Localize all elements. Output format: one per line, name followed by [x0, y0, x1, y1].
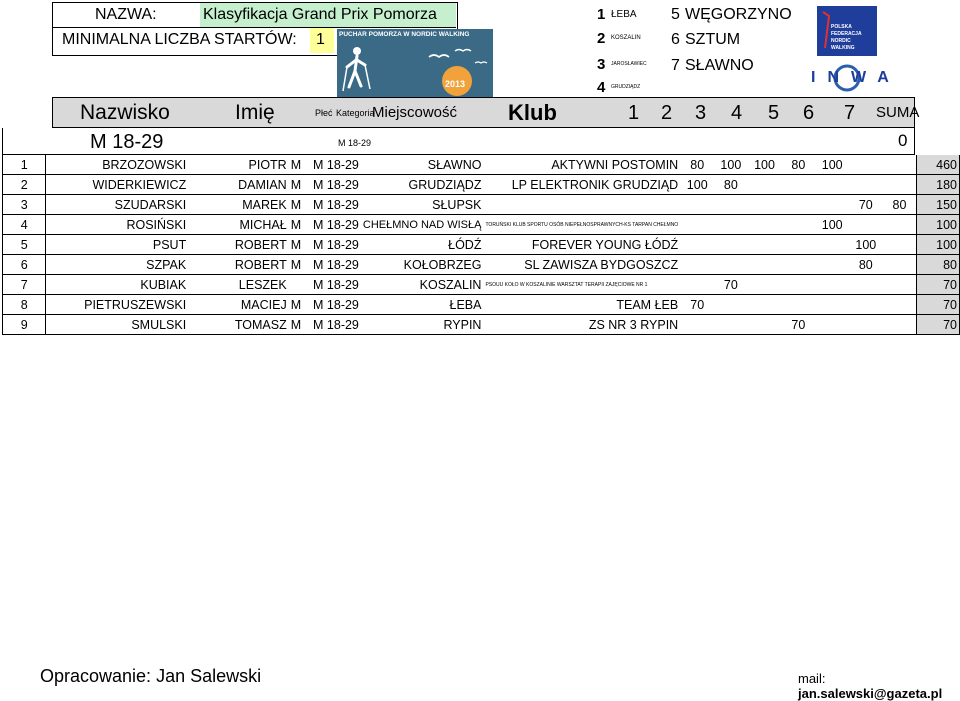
round-3-points-cell: 100 [747, 155, 781, 175]
venue-name: WĘGORZYNO [685, 6, 792, 23]
group-category: M 18-29 [338, 138, 372, 148]
round-1-points-cell [680, 235, 714, 255]
round-7-points-cell [882, 255, 917, 275]
sex-cell: M [289, 295, 311, 315]
round-3-points-cell [747, 235, 781, 255]
round-2-points-cell [714, 255, 747, 275]
round-4-points-cell [782, 175, 816, 195]
city-cell: GRUDZIĄDZ [361, 175, 484, 195]
venue-number: 5 [671, 6, 680, 23]
results-table [2, 155, 960, 335]
club-cell: FOREVER YOUNG ŁÓDŹ [483, 235, 680, 255]
results-body [3, 155, 960, 335]
col-surname: Nazwisko [80, 101, 170, 124]
column-header-row [52, 97, 915, 128]
position-cell: 8 [3, 295, 46, 315]
venue-number: 7 [671, 57, 680, 74]
sex-cell: M [289, 315, 311, 335]
club-cell: LP ELEKTRONIK GRUDZIĄD [483, 175, 680, 195]
header-divider [52, 27, 456, 28]
prepared-label: Opracowanie: [40, 666, 152, 686]
col-sum: SUMA [876, 104, 920, 121]
col-round-6: 6 [803, 102, 815, 124]
club-cell: ZS NR 3 RYPIN [483, 315, 680, 335]
federation-logo-text: POLSKA FEDERACJA NORDIC WALKING [831, 24, 862, 51]
sex-cell: M [289, 215, 311, 235]
first-name-cell: MAREK [188, 195, 289, 215]
round-6-points-cell: 70 [849, 195, 882, 215]
round-1-points-cell [680, 275, 714, 295]
venue-name: JAROSŁAWIEC [611, 61, 647, 67]
club-cell: TORUŃSKI KLUB SPORTU OSÓB NIEPEŁNOSPRAWNYCH-KS TARPAN CHEŁMNO [483, 215, 680, 235]
round-3-points-cell [747, 255, 781, 275]
position-cell: 6 [3, 255, 46, 275]
table-row [3, 235, 960, 255]
first-name-cell: MACIEJ [188, 295, 289, 315]
round-5-points-cell [815, 255, 849, 275]
total-points-cell: 70 [917, 315, 960, 335]
cup-logo-year: 2013 [445, 79, 466, 89]
total-points-cell: 460 [917, 155, 960, 175]
round-5-points-cell [815, 295, 849, 315]
total-points-cell: 70 [917, 295, 960, 315]
round-1-points-cell [680, 195, 714, 215]
round-5-points-cell: 100 [815, 215, 849, 235]
category-cell: M 18-29 [311, 235, 361, 255]
prepared-by [40, 666, 261, 687]
round-2-points-cell: 80 [714, 175, 747, 195]
round-4-points-cell [782, 215, 816, 235]
round-6-points-cell: 100 [849, 235, 882, 255]
round-3-points-cell [747, 315, 781, 335]
venue-name: SZTUM [685, 31, 741, 48]
surname-cell: KUBIAK [46, 275, 188, 295]
sex-cell: M [289, 195, 311, 215]
total-points-cell: 150 [917, 195, 960, 215]
table-row [3, 175, 960, 195]
round-6-points-cell [849, 155, 882, 175]
city-cell: KOSZALIN [361, 275, 484, 295]
category-cell: M 18-29 [311, 275, 361, 295]
sex-cell [289, 275, 311, 295]
table-row [3, 155, 960, 175]
club-cell [483, 195, 680, 215]
round-5-points-cell [815, 175, 849, 195]
table-row [3, 255, 960, 275]
first-name-cell: LESZEK [188, 275, 289, 295]
first-name-cell: PIOTR [188, 155, 289, 175]
round-2-points-cell [714, 195, 747, 215]
total-points-cell: 80 [917, 255, 960, 275]
surname-cell: PIETRUSZEWSKI [46, 295, 188, 315]
round-5-points-cell [815, 235, 849, 255]
position-cell: 1 [3, 155, 46, 175]
position-cell: 3 [3, 195, 46, 215]
round-4-points-cell [782, 235, 816, 255]
category-cell: M 18-29 [311, 295, 361, 315]
contact-mail [798, 671, 960, 701]
group-title: M 18-29 [90, 131, 164, 153]
round-5-points-cell [815, 275, 849, 295]
surname-cell: SZPAK [46, 255, 188, 275]
col-round-1: 1 [628, 102, 640, 124]
round-4-points-cell: 80 [782, 155, 816, 175]
round-7-points-cell: 80 [882, 195, 917, 215]
round-1-points-cell: 100 [680, 175, 714, 195]
venue-number: 3 [597, 56, 606, 73]
club-cell: PSOUU KOŁO W KOSZALINIE WARSZTAT TERAPII ZAJĘCIOWE NR 1 [483, 275, 680, 295]
round-5-points-cell [815, 195, 849, 215]
city-cell: RYPIN [361, 315, 484, 335]
federation-logo [817, 6, 877, 56]
cup-logo-banner: PUCHAR POMORZA W NORDIC WALKING [339, 31, 470, 38]
city-cell: CHEŁMNO NAD WISŁĄ [361, 215, 484, 235]
round-7-points-cell [882, 155, 917, 175]
table-row [3, 195, 960, 215]
round-1-points-cell [680, 255, 714, 275]
cup-logo [337, 29, 493, 97]
round-4-points-cell [782, 195, 816, 215]
city-cell: KOŁOBRZEG [361, 255, 484, 275]
venue-name: SŁAWNO [685, 57, 754, 74]
table-row [3, 275, 960, 295]
col-round-5: 5 [768, 102, 780, 124]
round-1-points-cell [680, 315, 714, 335]
round-4-points-cell: 70 [782, 315, 816, 335]
table-row [3, 215, 960, 235]
venue-name: KOSZALIN [611, 35, 641, 41]
round-5-points-cell [815, 315, 849, 335]
inwa-text: INWA [811, 69, 901, 86]
federation-flag-icon [821, 10, 831, 50]
surname-cell: SZUDARSKI [46, 195, 188, 215]
col-round-2: 2 [661, 102, 673, 124]
round-2-points-cell [714, 295, 747, 315]
surname-cell: ROSIŃSKI [46, 215, 188, 235]
round-3-points-cell [747, 195, 781, 215]
total-points-cell: 100 [917, 215, 960, 235]
city-cell: ŁÓDŹ [361, 235, 484, 255]
category-cell: M 18-29 [311, 215, 361, 235]
venue-number: 1 [597, 6, 606, 23]
round-3-points-cell [747, 215, 781, 235]
round-1-points-cell: 70 [680, 295, 714, 315]
position-cell: 7 [3, 275, 46, 295]
round-6-points-cell [849, 275, 882, 295]
mail-label: mail: [798, 671, 826, 686]
first-name-cell: MICHAŁ [188, 215, 289, 235]
total-points-cell: 70 [917, 275, 960, 295]
category-cell: M 18-29 [311, 255, 361, 275]
first-name-cell: DAMIAN [188, 175, 289, 195]
surname-cell: PSUT [46, 235, 188, 255]
round-6-points-cell [849, 215, 882, 235]
group-sum: 0 [898, 131, 908, 150]
position-cell: 2 [3, 175, 46, 195]
category-cell: M 18-29 [311, 315, 361, 335]
venue-number: 4 [597, 79, 606, 96]
sex-cell: M [289, 175, 311, 195]
round-7-points-cell [882, 315, 917, 335]
surname-cell: WIDERKIEWICZ [46, 175, 188, 195]
col-round-7: 7 [844, 102, 856, 124]
col-round-3: 3 [695, 102, 707, 124]
round-3-points-cell [747, 175, 781, 195]
venue-name: ŁEBA [611, 9, 637, 20]
round-5-points-cell: 100 [815, 155, 849, 175]
col-first-name: Imię [235, 101, 275, 124]
round-1-points-cell: 80 [680, 155, 714, 175]
club-cell: TEAM ŁEB [483, 295, 680, 315]
round-6-points-cell: 80 [849, 255, 882, 275]
round-3-points-cell [747, 275, 781, 295]
sex-cell: M [289, 255, 311, 275]
prepared-name: Jan Salewski [156, 666, 262, 686]
round-6-points-cell [849, 175, 882, 195]
round-4-points-cell [782, 255, 816, 275]
first-name-cell: ROBERT [188, 255, 289, 275]
col-city: Miejscowość [372, 104, 458, 121]
col-category: Kategoria [336, 108, 375, 118]
city-cell: SŁUPSK [361, 195, 484, 215]
table-row [3, 315, 960, 335]
sex-cell: M [289, 155, 311, 175]
round-7-points-cell [882, 215, 917, 235]
venue-number: 2 [597, 30, 606, 47]
venue-number: 6 [671, 31, 680, 48]
round-2-points-cell: 70 [714, 275, 747, 295]
position-cell: 9 [3, 315, 46, 335]
club-cell: AKTYWNI POSTOMIN [483, 155, 680, 175]
round-2-points-cell: 100 [714, 155, 747, 175]
city-cell: SŁAWNO [361, 155, 484, 175]
city-cell: ŁEBA [361, 295, 484, 315]
surname-cell: BRZOZOWSKI [46, 155, 188, 175]
round-2-points-cell [714, 315, 747, 335]
round-2-points-cell [714, 215, 747, 235]
walker-logo-icon [337, 29, 493, 97]
inwa-logo [809, 63, 901, 93]
table-row [3, 295, 960, 315]
round-6-points-cell [849, 315, 882, 335]
sex-cell: M [289, 235, 311, 255]
round-2-points-cell [714, 235, 747, 255]
first-name-cell: TOMASZ [188, 315, 289, 335]
min-starts-value: 1 [316, 31, 325, 48]
club-cell: SL ZAWISZA BYDGOSZCZ [483, 255, 680, 275]
round-6-points-cell [849, 295, 882, 315]
round-7-points-cell [882, 275, 917, 295]
first-name-cell: ROBERT [188, 235, 289, 255]
surname-cell: SMULSKI [46, 315, 188, 335]
col-club: Klub [508, 100, 557, 125]
position-cell: 5 [3, 235, 46, 255]
round-7-points-cell [882, 175, 917, 195]
category-cell: M 18-29 [311, 155, 361, 175]
venue-name: GRUDZIĄDZ [611, 84, 641, 90]
category-cell: M 18-29 [311, 195, 361, 215]
round-3-points-cell [747, 295, 781, 315]
round-7-points-cell [882, 235, 917, 255]
position-cell: 4 [3, 215, 46, 235]
mail-value[interactable]: jan.salewski@gazeta.pl [798, 686, 943, 701]
round-4-points-cell [782, 275, 816, 295]
min-starts-label: MINIMALNA LICZBA STARTÓW: [62, 31, 297, 48]
total-points-cell: 180 [917, 175, 960, 195]
name-label: NAZWA: [95, 6, 157, 23]
category-cell: M 18-29 [311, 175, 361, 195]
col-sex: Płeć [315, 108, 333, 118]
total-points-cell: 100 [917, 235, 960, 255]
round-7-points-cell [882, 295, 917, 315]
col-round-4: 4 [731, 102, 743, 124]
round-4-points-cell [782, 295, 816, 315]
round-1-points-cell [680, 215, 714, 235]
name-value: Klasyfikacja Grand Prix Pomorza [203, 6, 437, 23]
